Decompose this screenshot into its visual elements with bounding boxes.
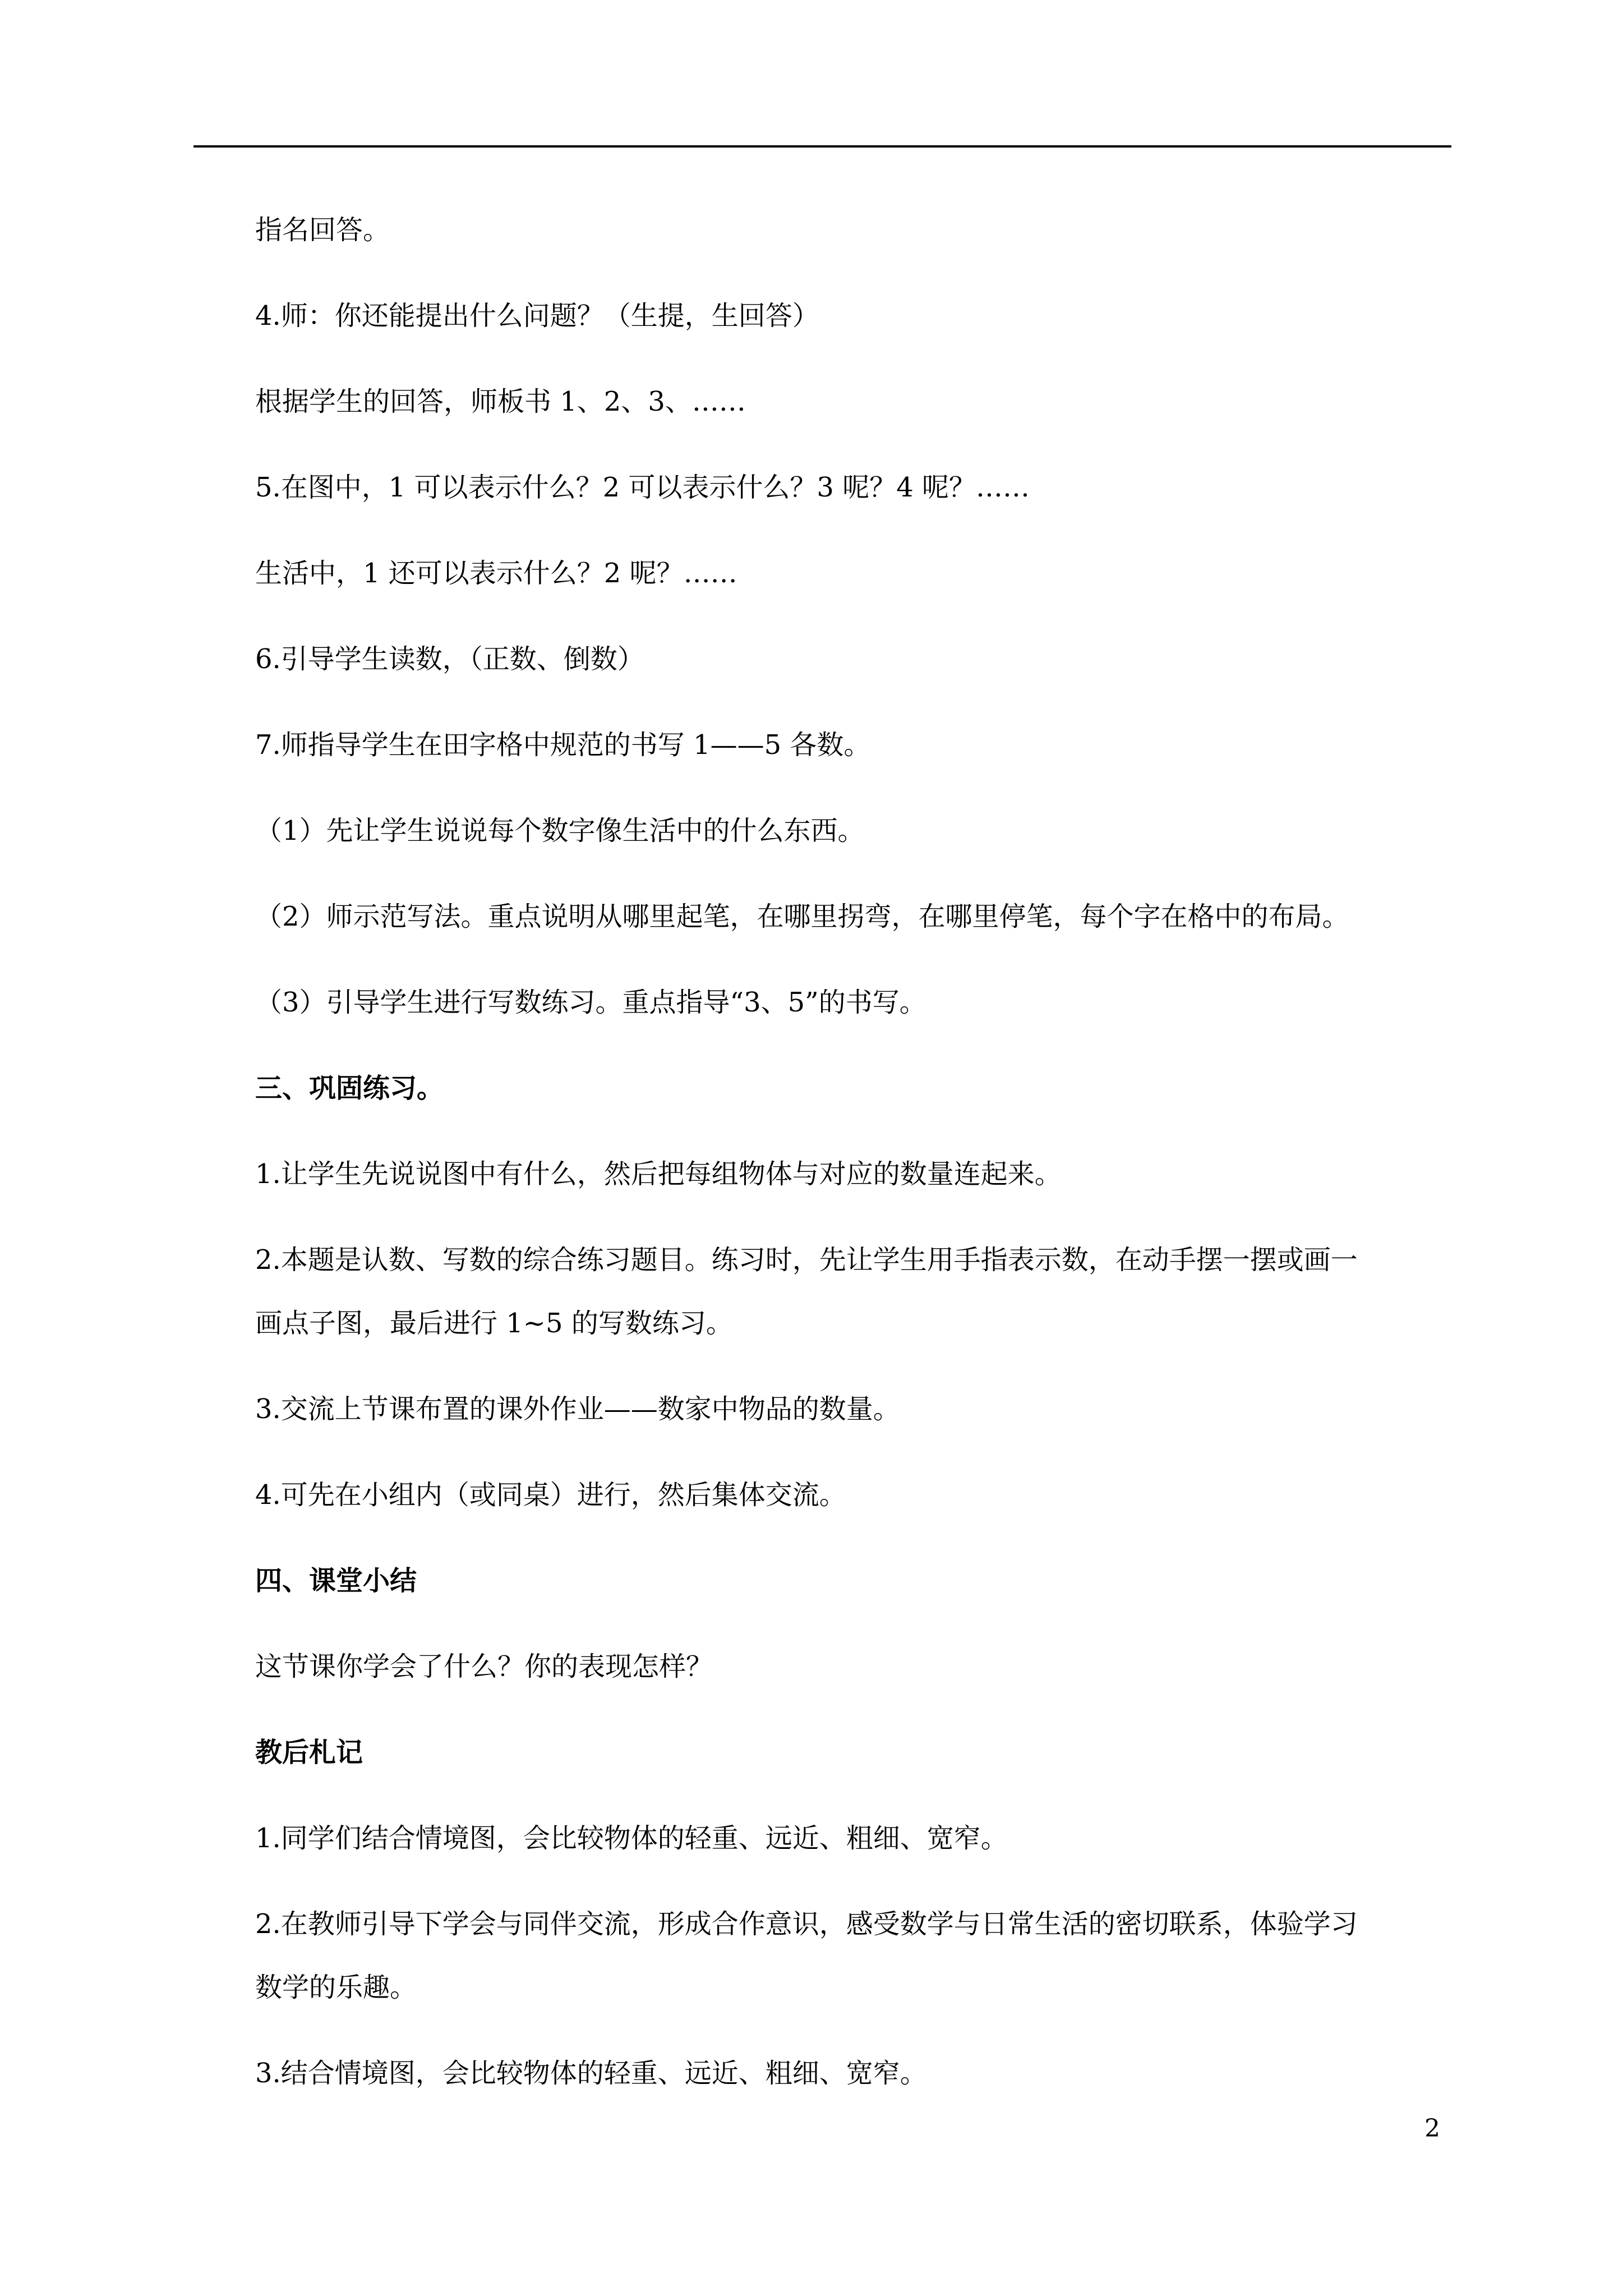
text-line: 2.本题是认数、写数的综合练习题目。练习时，先让学生用手指表示数，在动手摆一摆或画一 — [255, 1244, 1358, 1276]
section-heading: 四、课堂小结 — [255, 1565, 417, 1596]
text-line: 数学的乐趣。 — [255, 1972, 417, 2003]
text-line: 7.师指导学生在田字格中规范的书写 1——5 各数。 — [255, 729, 871, 761]
text-line: 生活中，1 还可以表示什么？2 呢？…… — [255, 558, 737, 589]
text-line: 5.在图中，1 可以表示什么？2 可以表示什么？3 呢？4 呢？…… — [255, 472, 1030, 503]
page-number: 2 — [1424, 2114, 1440, 2143]
text-line: 这节课你学会了什么？你的表现怎样？ — [255, 1651, 713, 1682]
text-line: 指名回答。 — [255, 214, 390, 246]
text-line: 4.可先在小组内（或同桌）进行，然后集体交流。 — [255, 1479, 846, 1511]
text-line: 2.在教师引导下学会与同伴交流，形成合作意识，感受数学与日常生活的密切联系，体验学习 — [255, 1908, 1358, 1940]
text-line: 根据学生的回答，师板书 1、2、3、…… — [255, 386, 746, 417]
text-line: （1）先让学生说说每个数字像生活中的什么东西。 — [255, 815, 865, 846]
text-line: 6.引导学生读数，（正数、倒数） — [255, 643, 644, 675]
text-line: 画点子图，最后进行 1~5 的写数练习。 — [255, 1308, 733, 1339]
section-heading: 三、巩固练习。 — [255, 1073, 444, 1104]
text-line: （3）引导学生进行写数练习。重点指导“3、5”的书写。 — [255, 987, 926, 1018]
text-line: （2）师示范写法。重点说明从哪里起笔，在哪里拐弯，在哪里停笔，每个字在格中的布局。 — [255, 901, 1349, 932]
text-line: 3.交流上节课布置的课外作业——数家中物品的数量。 — [255, 1393, 900, 1425]
text-line: 1.让学生先说说图中有什么，然后把每组物体与对应的数量连起来。 — [255, 1158, 1062, 1190]
text-line: 3.结合情境图，会比较物体的轻重、远近、粗细、宽窄。 — [255, 2058, 927, 2089]
section-heading: 教后札记 — [255, 1737, 363, 1768]
header-rule — [193, 145, 1451, 148]
text-line: 4.师：你还能提出什么问题？（生提，生回答） — [255, 300, 819, 332]
text-line: 1.同学们结合情境图，会比较物体的轻重、远近、粗细、宽窄。 — [255, 1823, 1008, 1854]
